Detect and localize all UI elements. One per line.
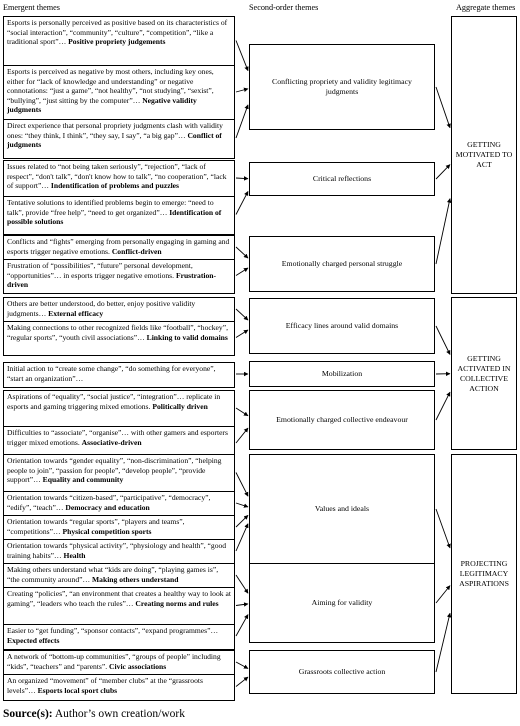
second-order-theme: Emotionally charged personal struggle bbox=[249, 236, 435, 292]
emergent-theme-text: Conflicts and “fights” emerging from personally engaging in gaming and esports trigger negative emotions. bbox=[7, 237, 230, 256]
emergent-theme-text: Tentative solutions to identified problems begin to emerge: “need to talk”, provide “free help”, “need to get organized”… bbox=[7, 198, 214, 217]
second-to-aggregate-arrow bbox=[436, 326, 450, 355]
emergent-theme-group bbox=[3, 297, 235, 356]
emergent-theme-group bbox=[3, 563, 235, 650]
emergent-theme-label: Indentification of problems and puzzles bbox=[50, 181, 180, 191]
emergent-theme-label: Making others understand bbox=[92, 574, 179, 584]
second-order-theme: Critical reflections bbox=[249, 162, 435, 196]
emergent-to-second-arrow bbox=[236, 309, 248, 320]
emergent-theme-label: Expected effects bbox=[7, 635, 60, 645]
second-to-aggregate-arrow bbox=[436, 199, 450, 264]
emergent-theme-text: Creating “policies”, “an environment that creates a healthy way to look at gaming”, “leaders who teach the rules”… bbox=[7, 589, 231, 608]
header-aggregate-themes: Aggregate themes bbox=[456, 3, 516, 12]
emergent-theme bbox=[4, 322, 234, 355]
emergent-theme bbox=[4, 492, 234, 516]
emergent-theme-group bbox=[3, 160, 235, 235]
emergent-to-second-arrow bbox=[236, 105, 248, 138]
emergent-to-second-arrow bbox=[236, 615, 248, 636]
emergent-theme-text: Issues related to “not being taken seriously”, “rejection”, “lack of respect”, “don't talk”, “don't know how to talk”, “no cooperation”, “lack of support”… bbox=[7, 162, 227, 191]
source-label: Source(s): bbox=[3, 708, 53, 720]
emergent-theme bbox=[4, 236, 234, 260]
emergent-theme-group bbox=[3, 16, 235, 159]
emergent-theme-label: Frustration-driven bbox=[7, 270, 217, 290]
emergent-to-second-arrow bbox=[236, 677, 248, 686]
second-order-theme: Mobilization bbox=[249, 361, 435, 387]
emergent-theme-text: Aspirations of “equality”, “social justice”, “integration”… replicate in esports and gaming triggering mixed emotions. bbox=[7, 392, 221, 411]
emergent-to-second-arrow bbox=[236, 515, 248, 527]
second-to-aggregate-arrow bbox=[436, 87, 450, 128]
aggregate-theme: PROJECTING LEGITIMACY ASPIRATIONS bbox=[451, 454, 517, 694]
emergent-theme-group bbox=[3, 235, 235, 294]
emergent-theme-text: Making others understand what “kids are doing”, “playing games is”, “the community around”… bbox=[7, 565, 219, 584]
emergent-theme-text: Easier to “get funding”, “sponsor contacts”, “expand programmes”… bbox=[7, 626, 219, 635]
emergent-theme-label: Politically driven bbox=[152, 401, 208, 411]
emergent-theme bbox=[4, 564, 234, 588]
emergent-theme-text: Making connections to other recognized fields like “football”, “hockey”, “regular sports”, “youth civil associations”… bbox=[7, 323, 228, 342]
emergent-theme bbox=[4, 516, 234, 540]
emergent-theme-label: Associative-driven bbox=[81, 437, 142, 447]
emergent-theme-label: Conflict-driven bbox=[111, 246, 162, 256]
source-text: Author’s own creation/work bbox=[52, 708, 185, 720]
emergent-theme-text: Orientation towards “gender equality”, “non-discrimination”, “helping people to join”, “passion for people”, “develop people”, “provide support”… bbox=[7, 456, 222, 485]
emergent-theme bbox=[4, 161, 234, 197]
emergent-to-second-arrow bbox=[236, 473, 248, 497]
emergent-theme-text: Orientation towards “physical activity”, “physiology and health”, “good training habits”… bbox=[7, 541, 227, 560]
second-order-theme: Values and ideals bbox=[249, 454, 435, 564]
second-to-aggregate-arrow bbox=[436, 509, 450, 548]
emergent-to-second-arrow bbox=[236, 89, 248, 92]
emergent-theme-text: Esports is personally perceived as positive based on its characteristics of “social interaction”, “community”, “culture”, “competition”, “like a traditional sport”… bbox=[7, 18, 228, 47]
emergent-theme bbox=[4, 651, 234, 675]
emergent-theme-label: Health bbox=[63, 550, 86, 560]
emergent-to-second-arrow bbox=[236, 247, 248, 258]
emergent-theme-text: Difficulties to “associate”, “organise”… with other gamers and esporters trigger mixed emotions. bbox=[7, 428, 228, 447]
emergent-theme-label: External efficacy bbox=[48, 308, 104, 318]
emergent-to-second-arrow bbox=[236, 178, 248, 179]
emergent-to-second-arrow bbox=[236, 503, 248, 507]
emergent-theme-label: Democracy and education bbox=[65, 502, 150, 512]
header-emergent-themes: Emergent themes bbox=[3, 3, 60, 12]
emergent-theme-group bbox=[3, 650, 235, 701]
emergent-theme-text: Orientation towards “citizen-based”, “participative”, “democracy”, “edify”, “teach”… bbox=[7, 493, 211, 512]
emergent-to-second-arrow bbox=[236, 662, 248, 669]
emergent-to-second-arrow bbox=[236, 428, 248, 443]
second-to-aggregate-arrow bbox=[436, 165, 450, 179]
emergent-theme-text: Frustration of “possibilities”, “future” personal development, “opportunities”… in esports trigger negative emotions. bbox=[7, 261, 193, 280]
emergent-theme-text: Orientation towards “regular sports”, “players and teams”, “competitions”… bbox=[7, 517, 185, 536]
emergent-theme-label: Esports local sport clubs bbox=[37, 685, 118, 695]
emergent-to-second-arrow bbox=[236, 575, 248, 593]
emergent-theme-label: Conflict of judgments bbox=[7, 130, 222, 150]
emergent-theme bbox=[4, 197, 234, 234]
emergent-to-second-arrow bbox=[236, 604, 248, 606]
emergent-theme-text: A network of “bottom-up communities”, “groups of people” including “kids”, “teachers” and “parents”. bbox=[7, 652, 221, 671]
emergent-to-second-arrow bbox=[236, 41, 248, 71]
emergent-theme bbox=[4, 455, 234, 492]
emergent-theme bbox=[4, 66, 234, 120]
emergent-theme-label: Positive propriety judgements bbox=[68, 37, 166, 47]
emergent-to-second-arrow bbox=[236, 330, 248, 337]
emergent-theme-group bbox=[3, 454, 235, 565]
emergent-theme-text: Others are better understood, do better, enjoy positive validity judgments… bbox=[7, 299, 196, 318]
emergent-to-second-arrow bbox=[236, 524, 248, 551]
emergent-theme-label: Identification of possible solutions bbox=[7, 207, 222, 227]
emergent-theme-group bbox=[3, 362, 235, 388]
emergent-theme-label: Civic associations bbox=[109, 661, 167, 671]
emergent-theme bbox=[4, 540, 234, 564]
second-to-aggregate-arrow bbox=[436, 586, 450, 603]
source-note bbox=[3, 708, 185, 720]
emergent-theme bbox=[4, 260, 234, 293]
second-to-aggregate-arrow bbox=[436, 613, 450, 672]
emergent-theme bbox=[4, 298, 234, 322]
second-order-theme: Aiming for validity bbox=[249, 563, 435, 643]
emergent-theme-label: Physical competition sports bbox=[62, 526, 152, 536]
emergent-theme-label: Equality and community bbox=[42, 475, 124, 485]
second-order-theme: Grassroots collective action bbox=[249, 650, 435, 694]
emergent-theme bbox=[4, 588, 234, 625]
aggregate-theme: GETTING ACTIVATED IN COLLECTIVE ACTION bbox=[451, 297, 517, 450]
emergent-theme bbox=[4, 675, 234, 700]
emergent-theme-label: Negative validity judgments bbox=[7, 95, 197, 115]
emergent-theme bbox=[4, 17, 234, 66]
second-order-theme: Efficacy lines around valid domains bbox=[249, 298, 435, 354]
emergent-theme-text: Initial action to “create some change”, “do something for everyone”, “start an organization”… bbox=[7, 364, 216, 383]
emergent-theme bbox=[4, 625, 234, 649]
emergent-theme-text: Direct experience that personal propriety judgments clash with validity ones: “they think, I think”, “they say, I say”, “a big gap”… bbox=[7, 121, 223, 140]
emergent-to-second-arrow bbox=[236, 268, 248, 275]
emergent-theme-label: Linking to valid domains bbox=[146, 332, 228, 342]
emergent-theme-text: Esports is perceived as negative by most others, including key ones, either for “lack of knowledge and understanding” or negative connotations: “just a game”, “not healthy”, “not studying”, “sexist”, “bullying”, “just sitting by the computer”… bbox=[7, 67, 214, 105]
emergent-theme-text: An organized “movement” of “member clubs” at the “grassroots levels”… bbox=[7, 676, 203, 695]
header-second-order-themes: Second-order themes bbox=[249, 3, 319, 12]
emergent-to-second-arrow bbox=[236, 408, 248, 416]
aggregate-theme: GETTING MOTIVATED TO ACT bbox=[451, 16, 517, 294]
second-order-theme: Conflicting propriety and validity legitimacy judgments bbox=[249, 44, 435, 130]
emergent-theme bbox=[4, 120, 234, 158]
second-order-theme: Emotionally charged collective endeavour bbox=[249, 390, 435, 450]
second-to-aggregate-arrow bbox=[436, 392, 450, 420]
emergent-to-second-arrow bbox=[236, 191, 248, 214]
emergent-theme-label: Creating norms and rules bbox=[135, 598, 219, 608]
emergent-theme bbox=[4, 363, 234, 387]
emergent-theme bbox=[4, 391, 234, 427]
emergent-theme-group bbox=[3, 390, 235, 462]
